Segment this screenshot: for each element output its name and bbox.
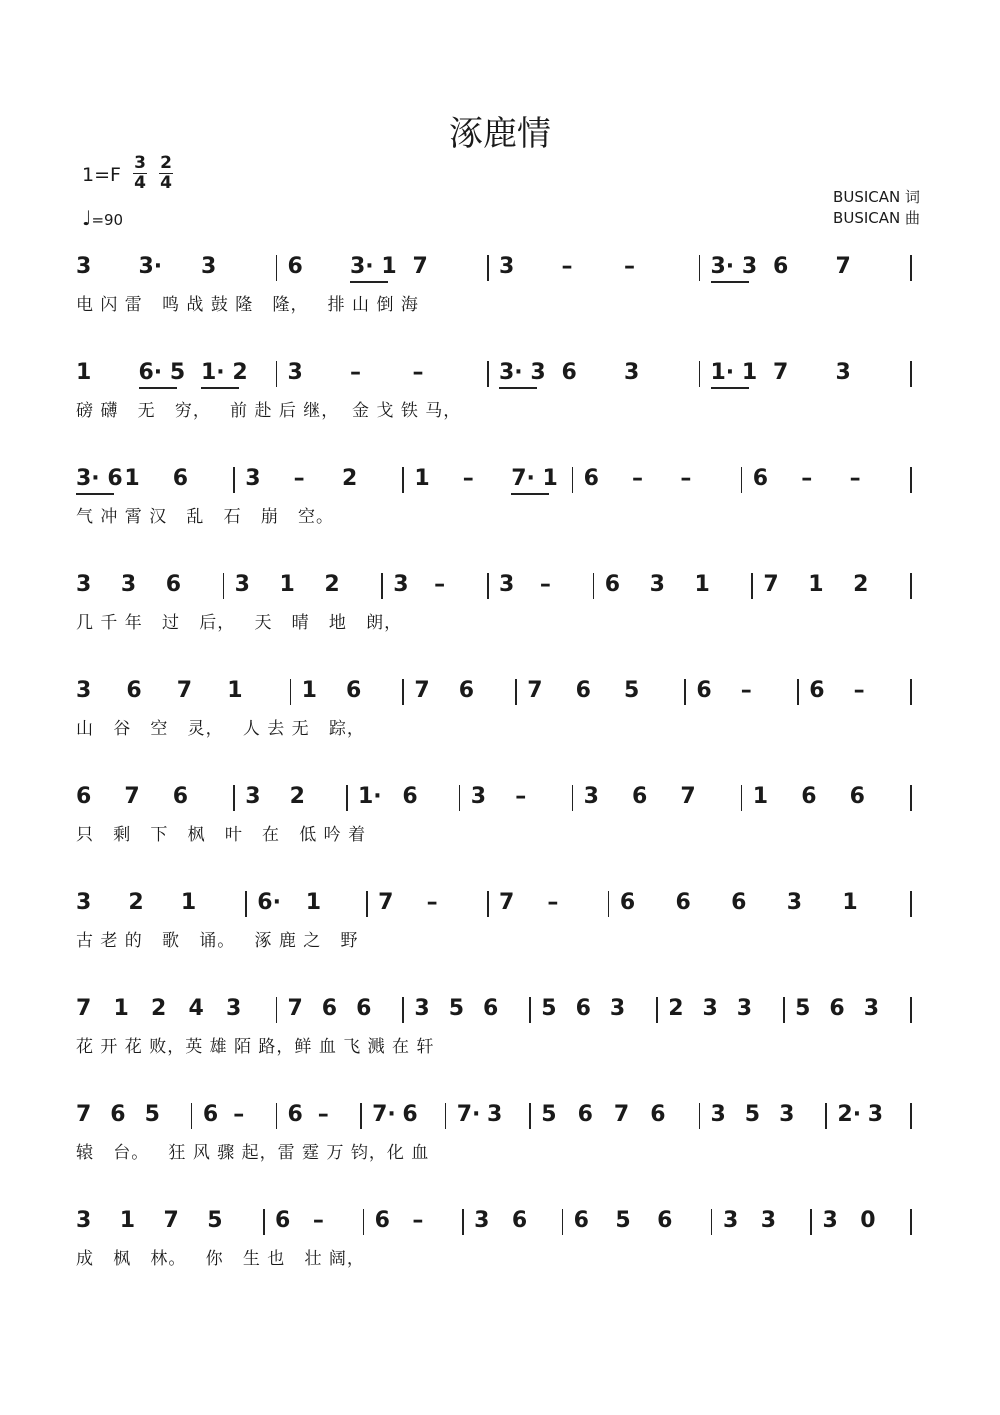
note-group: 7 [527, 678, 543, 703]
note-group: 6 [458, 678, 475, 703]
bar-line [741, 467, 743, 493]
note-group: 6 [752, 466, 769, 491]
bar-line [797, 679, 799, 705]
note-group: 3 [786, 890, 803, 915]
bar-line [276, 997, 278, 1023]
bar-line [276, 361, 278, 387]
score-row [0, 570, 1000, 670]
note-group: 1 [113, 996, 129, 1021]
note-group: 2 [289, 784, 305, 809]
note-group: 1 [694, 572, 710, 597]
bar-line [276, 255, 278, 281]
lyrics-line: 几 千 年 过 后， 天 晴 地 朗， [76, 613, 403, 633]
note-group: 6 [172, 784, 189, 809]
note-group: 6 [172, 466, 189, 491]
note-group: 6 [650, 1102, 666, 1127]
note-group: 5 [541, 996, 557, 1021]
dash-sustain: – [539, 572, 551, 597]
bar-line [608, 891, 610, 917]
lyrics-line: 古 老 的 歌 诵。 涿 鹿 之 野 [76, 931, 359, 951]
note-group: 2 [151, 996, 167, 1021]
note-group: 3 [201, 254, 217, 279]
dash-sustain: – [853, 678, 865, 703]
bar-line [562, 1209, 564, 1235]
note-group: 7 [680, 784, 696, 809]
beam-underline [350, 281, 388, 283]
note-group: 1 [227, 678, 243, 703]
note-group: 6 [575, 996, 591, 1021]
note-group: 5 [615, 1208, 631, 1233]
bar-line [593, 573, 595, 599]
note-group: 7 [176, 678, 193, 703]
dash-sustain: – [849, 466, 861, 491]
bar-line [810, 1209, 812, 1235]
note-group: 7 [414, 678, 430, 703]
note-group: 3 [624, 360, 640, 385]
bar-line [751, 573, 753, 599]
note-group: 7 [163, 1208, 179, 1233]
key-signature: 1=F [82, 164, 121, 186]
dash-sustain: – [680, 466, 692, 491]
note-group: 6 [575, 678, 591, 703]
note-group: 6 [76, 784, 92, 809]
lyrics-line: 山 谷 空 灵， 人 去 无 踪， [76, 719, 365, 739]
dash-sustain: – [293, 466, 305, 491]
note-group: 6 [657, 1208, 673, 1233]
note-group: 1 [119, 1208, 136, 1233]
bar-line [910, 467, 912, 493]
note-group: 6 [483, 996, 499, 1021]
note-group: 1 [842, 890, 858, 915]
note-group: 7 [124, 784, 140, 809]
beam-underline [139, 387, 177, 389]
time-signature-2 [158, 154, 174, 193]
note-group: 3 [609, 996, 626, 1021]
note-group: 7 [378, 890, 394, 915]
bar-line [910, 361, 912, 387]
note-group: 3 [414, 996, 430, 1021]
note-group: 3 [226, 996, 242, 1021]
note-group: 2 [324, 572, 340, 597]
note-group: 7· [372, 1102, 396, 1127]
note-group: 1 [808, 572, 824, 597]
dash-sustain: – [312, 1208, 324, 1233]
note-group: 3· 6 [76, 466, 123, 491]
dash-sustain: – [462, 466, 474, 491]
ts2-bottom: 4 [160, 173, 172, 193]
note-group: 6· 5 [138, 360, 186, 385]
note-group: 1 [124, 466, 140, 491]
note-group: 6 [287, 254, 303, 279]
note-group: 3 [120, 572, 137, 597]
note-group: 3 [76, 1208, 92, 1233]
bar-line [487, 361, 489, 387]
note-group: 6 [165, 572, 182, 597]
score-row [0, 1206, 1000, 1306]
bar-line [459, 785, 461, 811]
bar-line [515, 679, 517, 705]
note-group: 7 [773, 360, 789, 385]
bar-line [223, 573, 225, 599]
score-row [0, 994, 1000, 1094]
bar-line [825, 1103, 827, 1129]
dash-sustain: – [426, 890, 438, 915]
note-group: 6 [561, 360, 577, 385]
note-group: 4 [188, 996, 204, 1021]
lyrics-line: 花 开 花 败，英 雄 陌 路，鲜 血 飞 溅 在 轩 [76, 1037, 435, 1057]
dash-sustain: – [434, 572, 446, 597]
bar-line [381, 573, 383, 599]
note-group: 7 [613, 1102, 630, 1127]
tempo-value: =90 [91, 211, 124, 229]
note-group: 3 [710, 1102, 726, 1127]
bar-line [656, 997, 658, 1023]
bar-line [910, 255, 912, 281]
tempo-marking [82, 206, 123, 230]
note-group: 6 [696, 678, 712, 703]
note-group: 6 [801, 784, 817, 809]
note-group: 5 [541, 1102, 557, 1127]
note-group: 1· [358, 784, 382, 809]
note-group: 3 [499, 254, 515, 279]
note-group: 6 [202, 1102, 219, 1127]
note-group: 6· [257, 890, 281, 915]
ts2-top: 2 [160, 153, 172, 173]
bar-line [402, 467, 404, 493]
note-group: 3 [76, 678, 92, 703]
score-row [0, 464, 1000, 564]
bar-line [684, 679, 686, 705]
bar-line [487, 255, 489, 281]
note-group: 2 [128, 890, 144, 915]
note-group: 6 [402, 784, 418, 809]
lyrics-line: 磅 礴 无 穷， 前 赴 后 继， 金 戈 铁 马， [76, 401, 462, 421]
lyrics-line: 电 闪 雷 鸣 战 鼓 隆 隆， 排 山 倒 海 [76, 295, 419, 315]
dash-sustain: – [801, 466, 813, 491]
note-group: 7 [76, 996, 92, 1021]
note-group: 6 [126, 678, 142, 703]
ts1-bottom: 4 [134, 173, 146, 193]
bar-line [402, 997, 404, 1023]
score-row [0, 782, 1000, 882]
note-group: 1 [752, 784, 769, 809]
bar-line [290, 679, 292, 705]
note-group: 1 [76, 360, 92, 385]
note-group: 3 [393, 572, 409, 597]
note-group: 6 [583, 466, 599, 491]
note-group: 7 [412, 254, 428, 279]
dash-sustain: – [350, 360, 361, 385]
note-group: 6 [773, 254, 789, 279]
beam-underline [511, 493, 549, 495]
note-group: 2 [342, 466, 358, 491]
note-group: 6 [731, 890, 747, 915]
dash-sustain: – [632, 466, 643, 491]
note-group: 6 [829, 996, 845, 1021]
bar-line [245, 891, 247, 917]
note-group: 6 [374, 1208, 390, 1233]
bar-line [487, 891, 489, 917]
lyrics-line: 辕 台。 狂 风 骤 起，雷 霆 万 钧，化 血 [76, 1143, 430, 1163]
bar-line [529, 997, 531, 1023]
dash-sustain: – [547, 890, 559, 915]
bar-line [276, 1103, 278, 1129]
ts1-top: 3 [134, 153, 146, 173]
score-row [0, 252, 1000, 352]
note-group: 3 [583, 784, 599, 809]
note-group: 6 [275, 1208, 291, 1233]
note-group: 3 [470, 784, 487, 809]
bar-line [699, 361, 701, 387]
note-group: 5 [795, 996, 811, 1021]
note-group: 7 [763, 572, 779, 597]
note-group: 1 [180, 890, 197, 915]
score-row [0, 358, 1000, 458]
note-group: 3 [649, 572, 665, 597]
bar-line [711, 1209, 713, 1235]
note-group: 6 [604, 572, 621, 597]
note-group: 3 [234, 572, 250, 597]
note-group: 3 [474, 1208, 490, 1233]
note-group: 1· 2 [201, 360, 248, 385]
note-group: 3 [779, 1102, 795, 1127]
bar-line [363, 1209, 365, 1235]
note-group: 3 [863, 996, 879, 1021]
note-group: 3· 3 [499, 360, 546, 385]
dash-sustain: – [412, 1208, 424, 1233]
bar-line [360, 1103, 362, 1129]
bar-line [783, 997, 785, 1023]
note-group: 0 [860, 1208, 876, 1233]
lyrics-line: 成 枫 林。 你 生 也 壮 阔， [76, 1249, 365, 1269]
bar-line [910, 785, 912, 811]
dash-sustain: – [561, 254, 573, 279]
note-group: 5 [207, 1208, 223, 1233]
note-group: 6 [632, 784, 648, 809]
note-group: 3· 3 [710, 254, 758, 279]
note-group: 3 [245, 466, 261, 491]
beam-underline [76, 493, 114, 495]
quarter-note-icon: ♩ [82, 206, 92, 230]
song-title: 涿鹿情 [449, 114, 551, 154]
bar-line [910, 891, 912, 917]
dash-sustain: – [624, 254, 635, 279]
bar-line [910, 573, 912, 599]
bar-line [910, 679, 912, 705]
note-group: 5 [144, 1102, 160, 1127]
beam-underline [711, 387, 749, 389]
bar-line [402, 679, 404, 705]
beam-underline [711, 281, 749, 283]
note-group: 3 [76, 890, 92, 915]
bar-line [910, 1209, 912, 1235]
note-group: 7 [76, 1102, 92, 1127]
bar-line [529, 1103, 531, 1129]
bar-line [572, 467, 574, 493]
dash-sustain: – [233, 1102, 245, 1127]
note-group: 3 [822, 1208, 838, 1233]
note-group: 6 [346, 678, 362, 703]
bar-line [233, 467, 235, 493]
note-group: 6 [321, 996, 338, 1021]
bar-line [487, 573, 489, 599]
note-group: 6 [619, 890, 636, 915]
note-group: 2 [668, 996, 684, 1021]
note-group: 3 [287, 360, 303, 385]
note-group: 3 [245, 784, 261, 809]
dash-sustain: – [740, 678, 752, 703]
note-group: 6 [110, 1102, 126, 1127]
note-group: 7· [456, 1102, 481, 1127]
score-row [0, 676, 1000, 776]
time-signature-1 [132, 154, 148, 193]
bar-line [741, 785, 743, 811]
note-group: 5 [624, 678, 640, 703]
dash-sustain: – [317, 1102, 329, 1127]
bar-line [910, 997, 912, 1023]
dash-sustain: – [412, 360, 424, 385]
bar-line [263, 1209, 265, 1235]
bar-line [233, 785, 235, 811]
score-row [0, 1100, 1000, 1200]
composer-credit: BUSICAN 曲 [833, 209, 920, 227]
note-group: 7· 1 [511, 466, 558, 491]
note-group: 3· [138, 254, 163, 279]
note-group: 5 [448, 996, 464, 1021]
bar-line [910, 1103, 912, 1129]
note-group: 1 [301, 678, 317, 703]
note-group: 3 [736, 996, 753, 1021]
note-group: 6 [402, 1102, 418, 1127]
lyrics-line: 只 剩 下 枫 叶 在 低 吟 着 [76, 825, 367, 845]
note-group: 3 [499, 572, 515, 597]
lyrics-line: 气 冲 霄 汉 乱 石 崩 空。 [76, 507, 335, 527]
note-group: 3 [487, 1102, 503, 1127]
note-group: 6 [511, 1208, 528, 1233]
note-group: 3 [867, 1102, 883, 1127]
bar-line [699, 1103, 701, 1129]
beam-underline [499, 387, 537, 389]
note-group: 5 [744, 1102, 761, 1127]
note-group: 1 [414, 466, 430, 491]
note-group: 7 [835, 254, 851, 279]
note-group: 7 [499, 890, 515, 915]
dash-sustain: – [515, 784, 527, 809]
note-group: 6 [809, 678, 825, 703]
note-group: 6 [577, 1102, 593, 1127]
note-group: 7 [287, 996, 303, 1021]
note-group: 3 [835, 360, 851, 385]
bar-line [572, 785, 574, 811]
note-group: 2 [853, 572, 869, 597]
note-group: 3 [722, 1208, 739, 1233]
note-group: 2· [837, 1102, 862, 1127]
bar-line [191, 1103, 193, 1129]
note-group: 3· 1 [350, 254, 397, 279]
note-group: 1 [305, 890, 322, 915]
score-row [0, 888, 1000, 988]
bar-line [346, 785, 348, 811]
note-group: 6 [573, 1208, 589, 1233]
note-group: 3 [76, 572, 92, 597]
bar-line [462, 1209, 464, 1235]
lyricist-credit: BUSICAN 词 [833, 188, 920, 206]
note-group: 3 [702, 996, 718, 1021]
bar-line [366, 891, 368, 917]
bar-line [699, 255, 701, 281]
note-group: 1 [279, 572, 295, 597]
note-group: 6 [849, 784, 865, 809]
note-group: 6 [675, 890, 691, 915]
note-group: 6 [356, 996, 372, 1021]
note-group: 3 [76, 254, 92, 279]
note-group: 6 [287, 1102, 303, 1127]
beam-underline [201, 387, 239, 389]
note-group: 1· 1 [710, 360, 758, 385]
bar-line [445, 1103, 447, 1129]
note-group: 3 [760, 1208, 777, 1233]
